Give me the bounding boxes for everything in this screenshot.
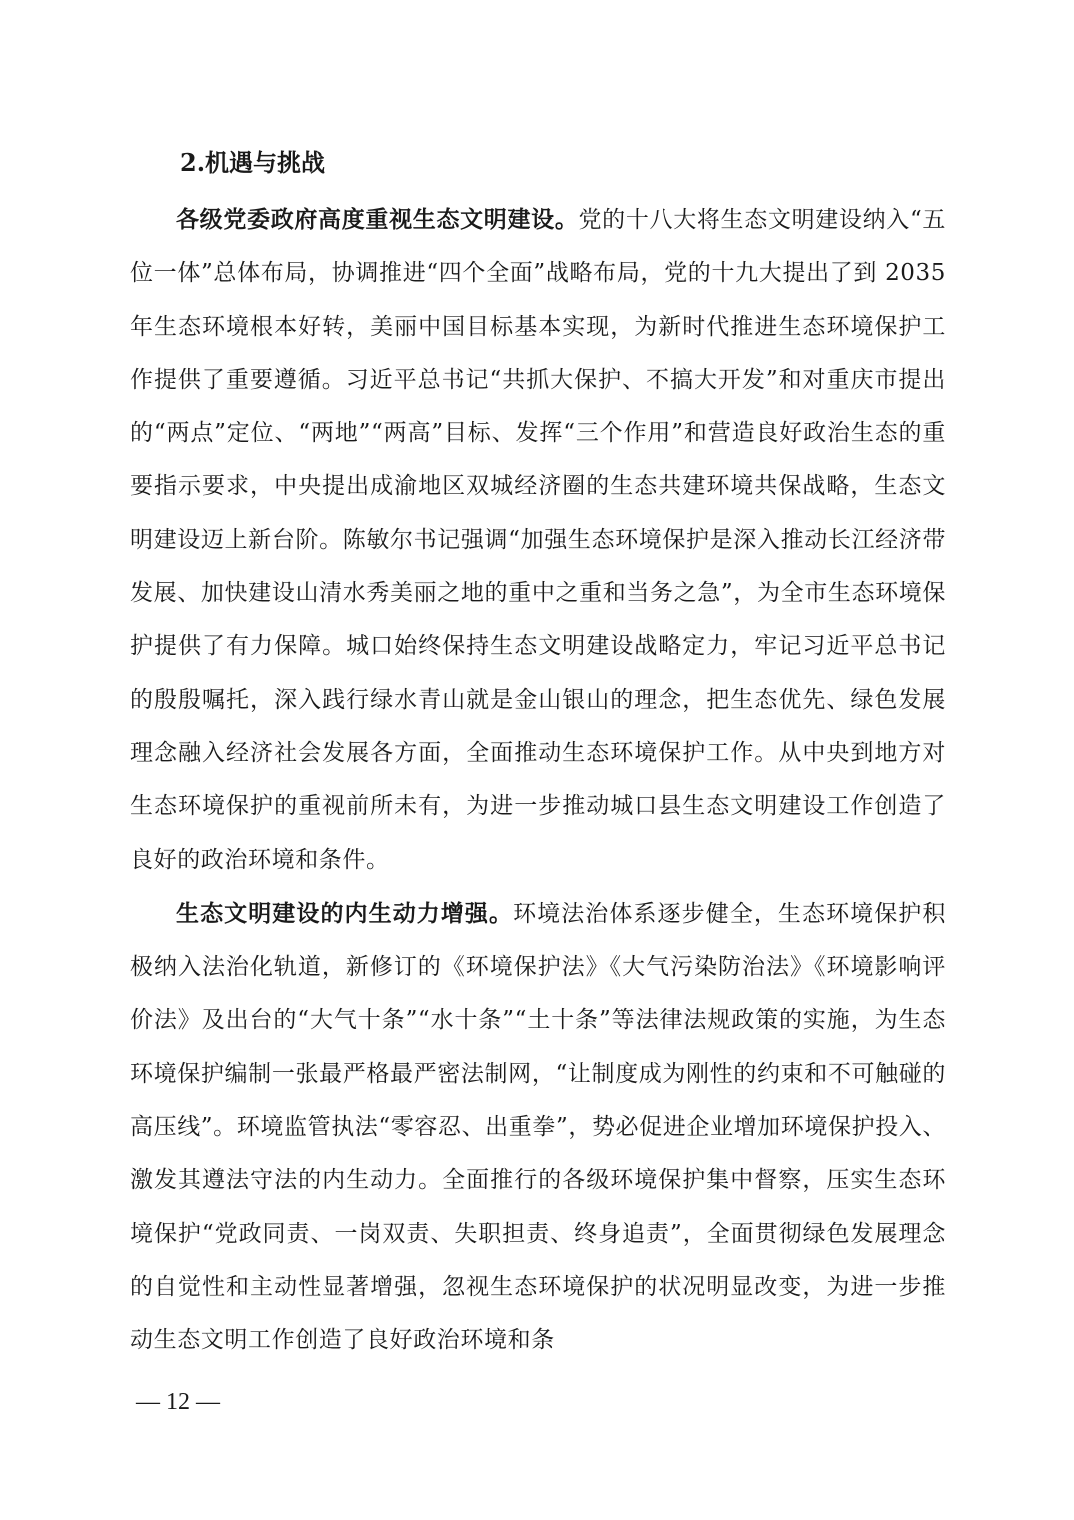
paragraph-text: 党的十八大将生态文明建设纳入“五位一体”总体布局，协调推进“四个全面”战略布局，党的十九大提出了到 2035 年生态环境根本好转，美丽中国目标基本实现，为新时代推进生态环境保护工作提供了重要遵循。习近平总书记“共抓大保护、不搞大开发”和对重庆市提出的“两点”定位、“两地”“两高”目标、发挥“三个作用”和营造良好政治生态的重要指示要求，中央提出成渝地区双城经济圈的生态共建环境共保战略，生态文明建设迈上新台阶。陈敏尔书记强调“加强生态环境保护是深入推动长江经济带发展、加快建设山清水秀美丽之地的重中之重和当务之急”，为全市生态环境保护提供了有力保障。城口始终保持生态文明建设战略定力，牢记习近平总书记的殷殷嘱托，深入践行绿水青山就是金山银山的理念，把生态优先、绿色发展理念融入经济社会发展各方面，全面推动生态环境保护工作。从中央到地方对生态环境保护的重视前所未有，为进一步推动城口县生态文明建设工作创造了良好的政治环境和条件。 xyxy=(130,207,947,873)
page-number: — 12 — xyxy=(136,1389,220,1415)
paragraph-lead: 各级党委政府高度重视生态文明建设。 xyxy=(176,206,579,233)
paragraph-text: 环境法治体系逐步健全，生态环境保护积极纳入法治化轨道，新修订的《环境保护法》《大气污染防治法》《环境影响评价法》及出台的“大气十条”“水十条”“土十条”等法律法规政策的实施，为生态环境保护编制一张最严格最严密法制网，“让制度成为刚性的约束和不可触碰的高压线”。环境监管执法“零容忍、出重拳”，势必促进企业增加环境保护投入、激发其遵法守法的内生动力。全面推行的各级环境保护集中督察，压实生态环境保护“党政同责、一岗双责、失职担责、终身追责”，全面贯彻绿色发展理念的自觉性和主动性显著增强，忽视生态环境保护的状况明显改变，为进一步推动生态文明工作创造了良好政治环境和条 xyxy=(130,900,946,1354)
paragraph-lead: 生态文明建设的内生动力增强。 xyxy=(176,899,514,927)
section-heading: 2.机遇与挑战 xyxy=(180,148,326,177)
body-text xyxy=(130,193,946,1368)
paragraph-internal-drive xyxy=(130,887,946,1368)
paragraph-political-support xyxy=(130,193,946,887)
